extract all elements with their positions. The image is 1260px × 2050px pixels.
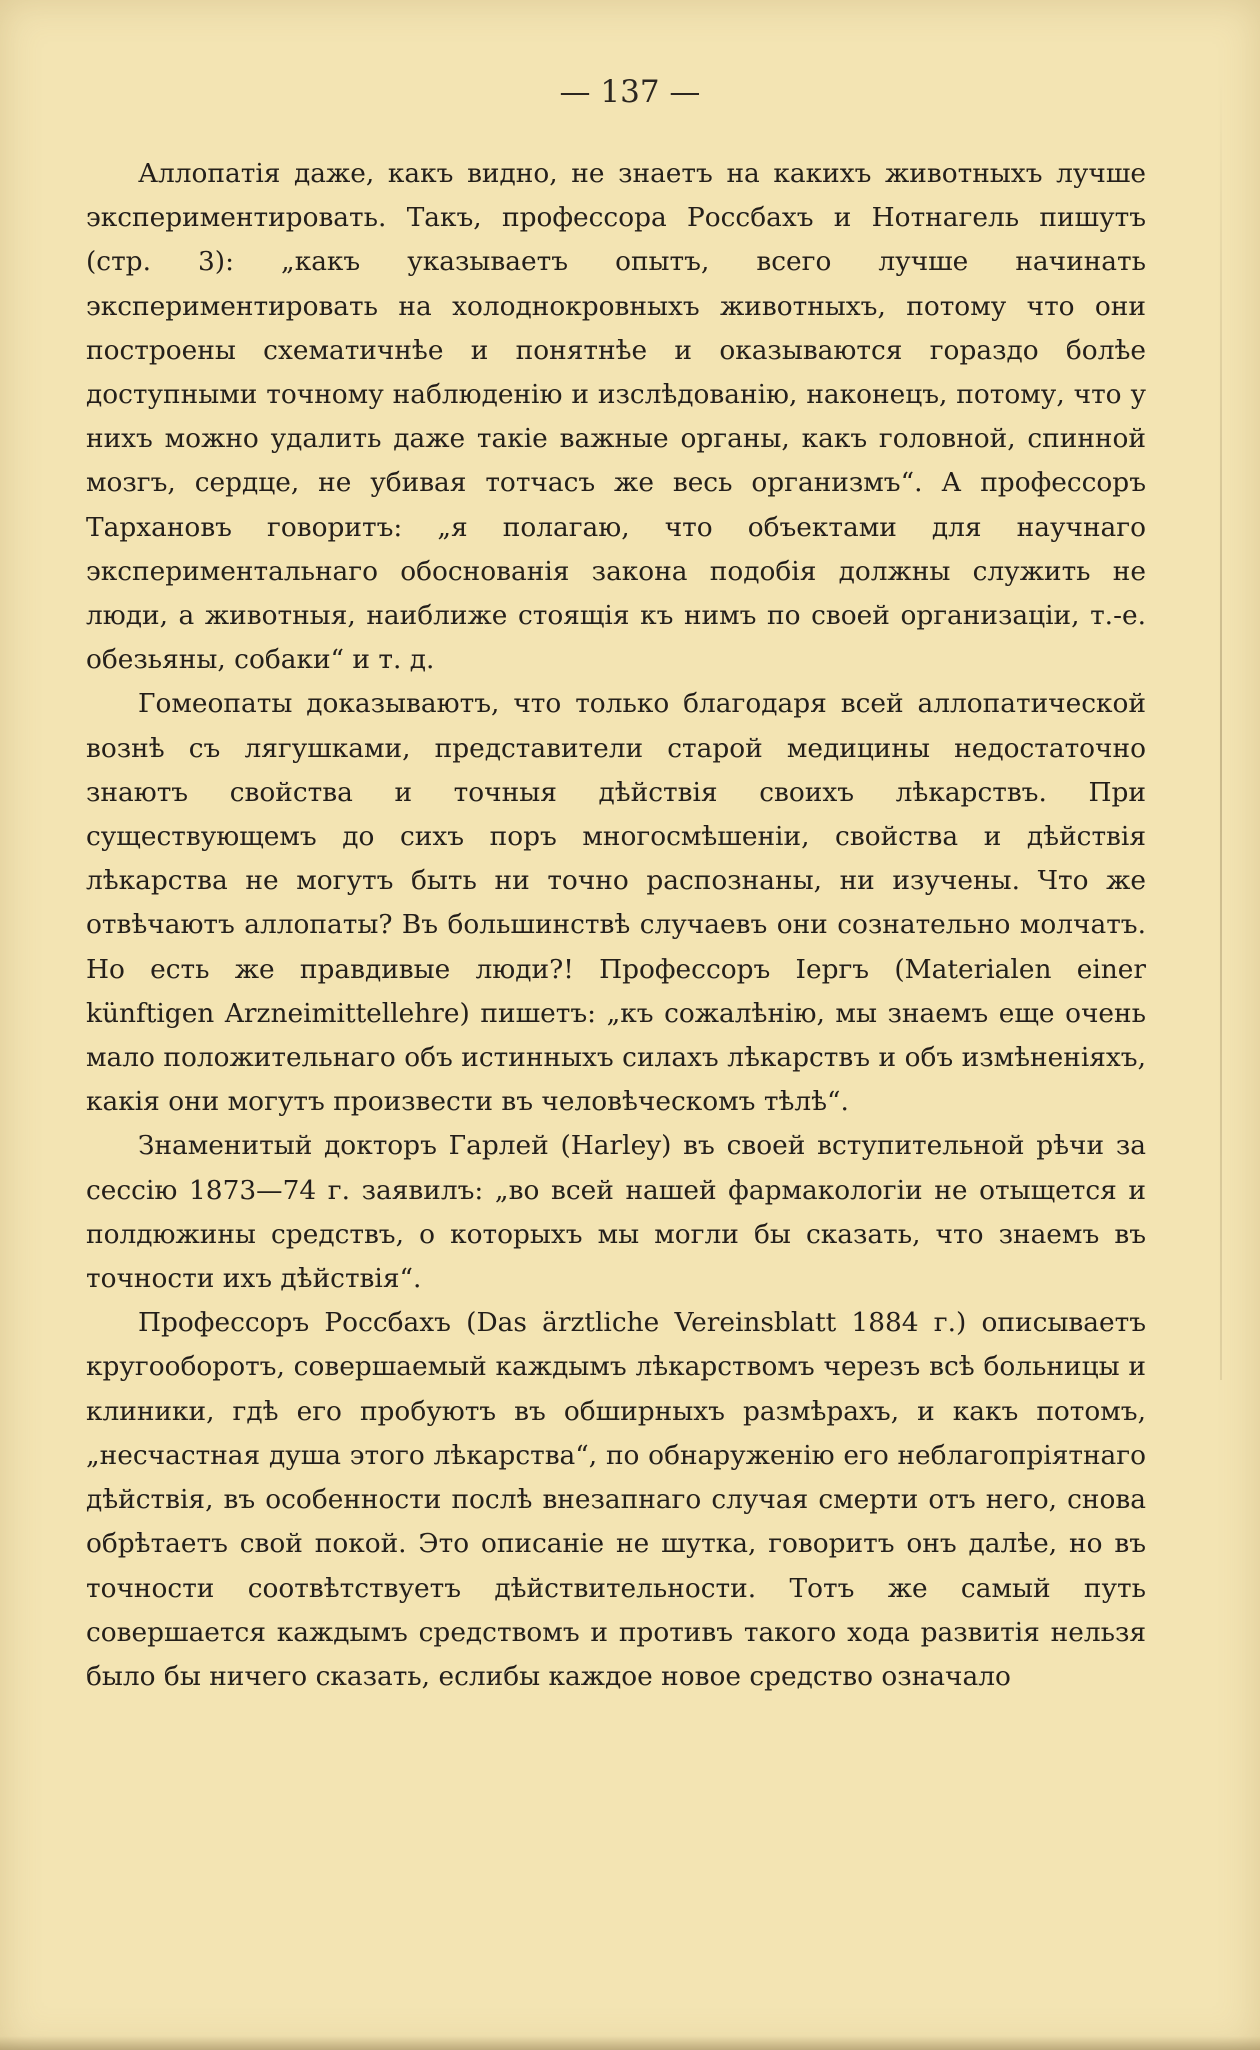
body-text — [86, 152, 1146, 1699]
page-bottom-shadow — [0, 2036, 1260, 2050]
page-edge-shadow — [1220, 80, 1222, 1380]
paragraph-homeopaths-argument: Гомеопаты доказываютъ, что только благодаря всей аллопатической вознѣ съ лягушками, представители старой медицины недостаточно знаютъ свойства и точныя дѣйствія своихъ лѣкарствъ. При существующемъ до сихъ поръ многосмѣшеніи, свойства и дѣйствія лѣкарства не могутъ быть ни точно распознаны, ни изучены. Что же отвѣчаютъ аллопаты? Въ большинствѣ случаевъ они сознательно молчатъ. Но есть же правдивые люди?! Профессоръ Іергъ (Materialen einer künftigen Arzneimittellehre) пишетъ: „къ сожалѣнію, мы знаемъ еще очень мало положительнаго объ истинныхъ силахъ лѣкарствъ и объ измѣненіяхъ, какія они могутъ произвести въ человѣческомъ тѣлѣ“. — [86, 688, 1146, 1118]
page-number: — 137 — — [559, 74, 701, 110]
paragraph-allopathy-experiments: Аллопатія даже, какъ видно, не знаетъ на какихъ животныхъ лучше экспериментировать. Такъ, профессора Россбахъ и Нотнагель пишутъ (стр. 3): „какъ указываетъ опытъ, всего лучше начинать экспериментировать на холоднокровныхъ животныхъ, потому что они построены схематичнѣе и понятнѣе и оказываются гораздо болѣе доступными точному наблюденію и изслѣдованію, наконецъ, потому, что у нихъ можно удалить даже такіе важные органы, какъ головной, спинной мозгъ, сердце, не убивая тотчасъ же весь организмъ“. А профессоръ Тархановъ говоритъ: „я полагаю, что объектами для научнаго экспериментальнаго обоснованія закона подобія должны служить не люди, а животныя, наиближе стоящія къ нимъ по своей организаціи, т.-е. обезьяны, собаки“ и т. д. — [86, 158, 1146, 676]
paragraph-harley-speech: Знаменитый докторъ Гарлей (Harley) въ своей вступительной рѣчи за сессію 1873—74 г. заявилъ: „во всей нашей фармакологіи не отыщется и полдюжины средствъ, о которыхъ мы могли бы сказать, что знаемъ въ точности ихъ дѣйствія“. — [86, 1130, 1146, 1295]
paragraph-rossbach-description: Профессоръ Россбахъ (Das ärztliche Vereinsblatt 1884 г.) описываетъ кругооборотъ, совершаемый каждымъ лѣкарствомъ черезъ всѣ больницы и клиники, гдѣ его пробуютъ въ обширныхъ размѣрахъ, и какъ потомъ, „несчастная душа этого лѣкарства“, по обнаруженію его неблагопріятнаго дѣйствія, въ особенности послѣ внезапнаго случая смерти отъ него, снова обрѣтаетъ свой покой. Это описаніе не шутка, говоритъ онъ далѣе, но въ точности соотвѣтствуетъ дѣйствительности. Тотъ же самый путь совершается каждымъ средствомъ и противъ такого хода развитія нельзя было бы ничего сказать, еслибы каждое новое средство означало — [86, 1307, 1146, 1692]
